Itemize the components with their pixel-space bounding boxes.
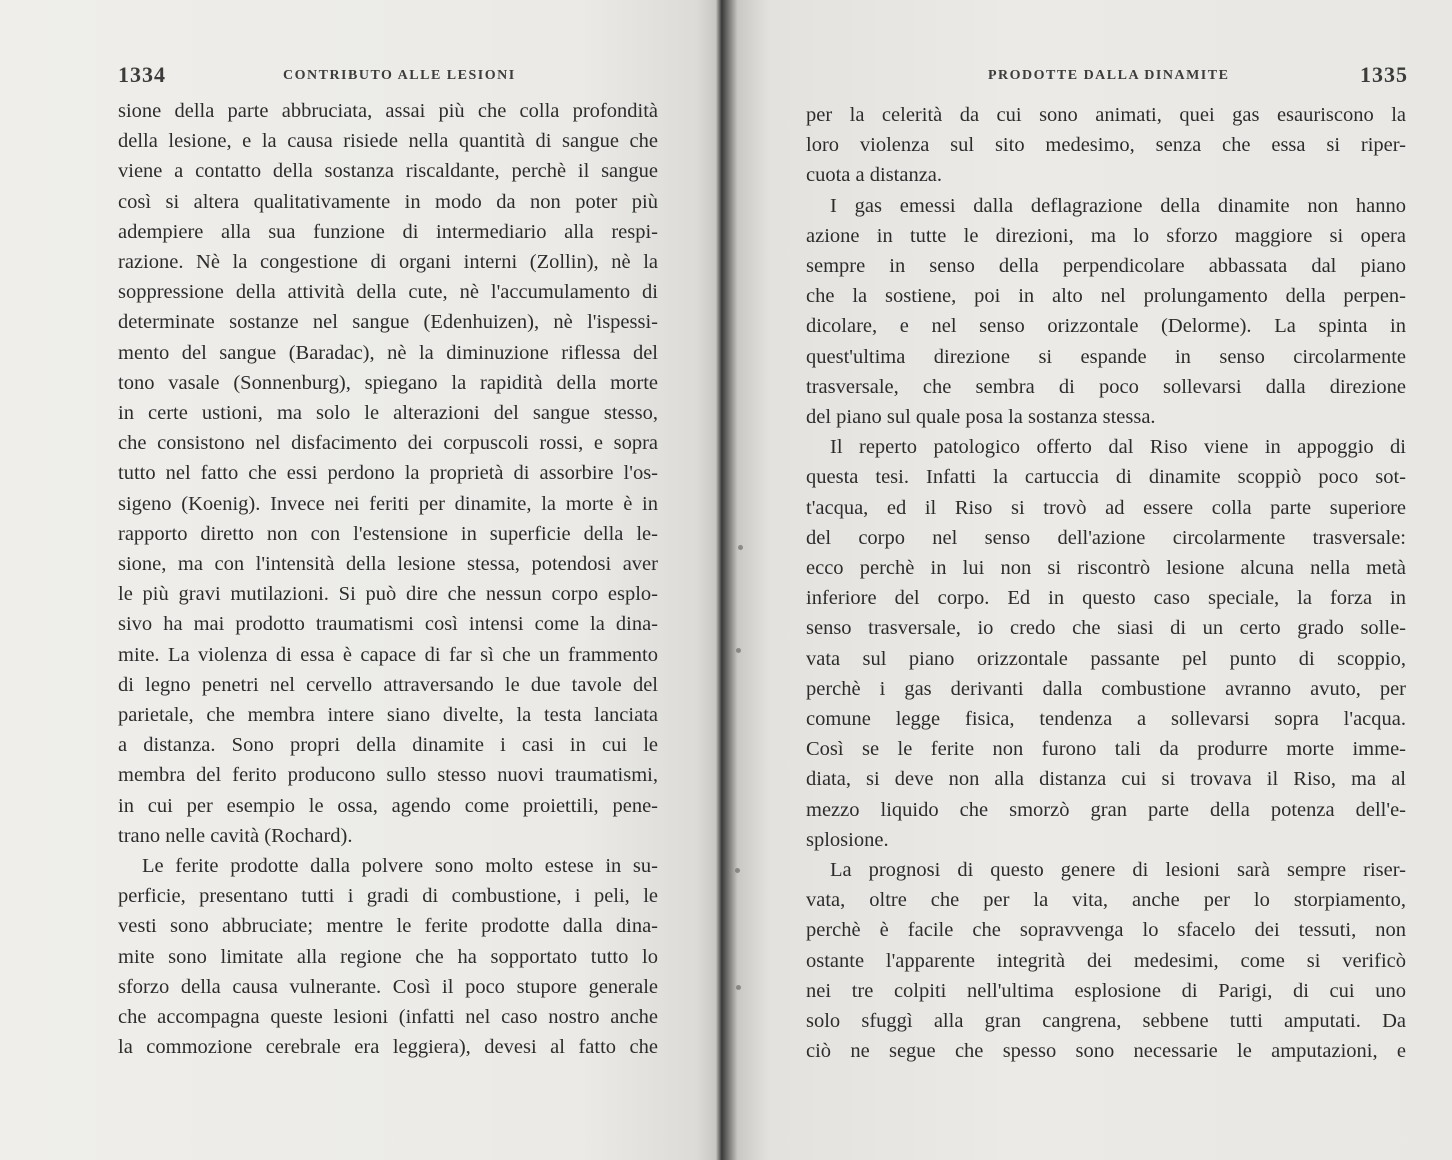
text-line: ecco perchè in lui non si riscontrò lesione alcuna nella metà — [806, 557, 1406, 580]
text-line: ostante l'apparente integrità dei medesimi, come si verificò — [806, 949, 1406, 972]
text-line: membra del ferito producono sullo stesso nuovi traumatismi, — [118, 764, 658, 787]
text-line: della lesione, e la causa risiede nella quantità di sangue che — [118, 130, 658, 153]
text-line: di legno penetri nel cervello attraversando le due tavole del — [118, 673, 658, 696]
text-line: senso trasversale, io credo che siasi di un certo grado solle- — [806, 617, 1406, 640]
text-line: tutto nel fatto che essi perdono la proprietà di assorbire l'os- — [118, 462, 658, 485]
print-speck — [736, 648, 741, 653]
text-line: quest'ultima direzione si espande in senso circolarmente — [806, 345, 1406, 368]
text-line: Così se le ferite non furono tali da produrre morte imme- — [806, 738, 1406, 761]
text-line: razione. Nè la congestione di organi interni (Zollin), nè la — [118, 251, 658, 274]
text-line: t'acqua, ed il Riso si trovò ad essere colla parte superiore — [806, 496, 1406, 519]
text-line: dicolare, e nel senso orizzontale (Delorme). La spinta in — [806, 315, 1406, 338]
text-line: del piano sul quale posa la sostanza stessa. — [806, 406, 1156, 429]
text-line: loro violenza sul sito medesimo, senza che essa si riper- — [806, 134, 1406, 157]
text-line: splosione. — [806, 828, 889, 851]
left-page-number: 1334 — [118, 62, 166, 87]
text-line: sione, ma con l'intensità della lesione stessa, potendosi aver — [118, 553, 658, 576]
text-line: vata sul piano orizzontale passante pel punto di scoppio, — [806, 647, 1406, 670]
text-line: sforzo della causa vulnerante. Così il poco stupore generale — [118, 975, 658, 998]
text-line: tono vasale (Sonnenburg), spiegano la rapidità della morte — [118, 371, 658, 394]
text-line: soppressione della attività della cute, nè l'accumulamento di — [118, 281, 658, 304]
text-line: solo sfuggì alla gran cangrena, sebbene tutti amputati. Da — [806, 1010, 1406, 1033]
text-line: così si altera qualitativamente in modo da non poter più — [118, 190, 658, 213]
text-line: le più gravi mutilazioni. Si può dire che nessun corpo esplo- — [118, 583, 658, 606]
text-line: trano nelle cavità (Rochard). — [118, 824, 353, 847]
print-speck — [735, 868, 740, 873]
text-line: mite. La violenza di essa è capace di far sì che un frammento — [118, 643, 658, 666]
text-line: sivo ha mai prodotto traumatismi così intensi come la dina- — [118, 613, 658, 636]
text-line: perficie, presentano tutti i gradi di combustione, i peli, le — [118, 885, 658, 908]
text-line: rapporto diretto non con l'estensione in superficie della le- — [118, 522, 658, 545]
right-page — [732, 0, 1452, 1160]
text-line: I gas emessi dalla deflagrazione della dinamite non hanno — [830, 194, 1406, 217]
text-line: per la celerità da cui sono animati, quei gas esauriscono la — [806, 104, 1406, 126]
text-line: adempiere alla sua funzione di intermediario alla respi- — [118, 220, 658, 243]
text-line: determinate sostanze nel sangue (Edenhuizen), nè l'ispessi- — [118, 311, 658, 334]
text-line: questa tesi. Infatti la cartuccia di dinamite scoppiò poco sot- — [806, 466, 1406, 489]
left-body-text — [118, 96, 658, 1063]
left-page — [0, 0, 720, 1160]
right-body-text — [806, 100, 1406, 1067]
text-line: vata, oltre che per la vita, anche per lo storpiamento, — [806, 889, 1406, 912]
text-line: diata, si deve non alla distanza cui si trovava il Riso, ma al — [806, 768, 1406, 791]
left-running-header — [118, 62, 658, 92]
text-line: che la sostiene, poi in alto nel prolungamento della perpen- — [806, 285, 1406, 308]
text-line: sione della parte abbruciata, assai più che colla profondità — [118, 100, 658, 122]
text-line: mite sono limitate alla regione che ha sopportato tutto lo — [118, 945, 658, 968]
text-line: in cui per esempio le ossa, agendo come proiettili, pene- — [118, 794, 658, 817]
text-line: mento del sangue (Baradac), nè la diminuzione riflessa del — [118, 341, 658, 364]
text-line: vesti sono abbruciate; mentre le ferite prodotte dalla dina- — [118, 915, 658, 938]
text-line: perchè i gas derivanti dalla combustione avranno avuto, per — [806, 677, 1406, 700]
text-line: che accompagna queste lesioni (infatti nel caso nostro anche — [118, 1006, 658, 1029]
text-line: del corpo nel senso dell'azione circolarmente trasversale: — [806, 526, 1406, 549]
text-line: sempre in senso della perpendicolare abbassata dal piano — [806, 255, 1406, 278]
text-line: La prognosi di questo genere di lesioni sarà sempre riser- — [830, 859, 1406, 882]
text-line: Il reperto patologico offerto dal Riso viene in appoggio di — [830, 436, 1406, 459]
right-running-header — [808, 62, 1408, 92]
text-line: parietale, che membra intere siano divelte, la testa lanciata — [118, 704, 658, 727]
text-line: nei tre colpiti nell'ultima esplosione di Parigi, di cui uno — [806, 979, 1406, 1002]
text-line: in certe ustioni, ma solo le alterazioni del sangue stesso, — [118, 402, 658, 425]
text-line: ciò ne segue che spesso sono necessarie le amputazioni, e — [806, 1040, 1406, 1063]
right-running-title: PRODOTTE DALLA DINAMITE — [988, 68, 1230, 83]
text-line: comune legge fisica, tendenza a sollevarsi sopra l'acqua. — [806, 708, 1406, 731]
text-line: mezzo liquido che smorzò gran parte della potenza dell'e- — [806, 798, 1406, 821]
text-line: la commozione cerebrale era leggiera), devesi al fatto che — [118, 1036, 658, 1059]
right-page-number: 1335 — [1360, 62, 1408, 87]
text-line: viene a contatto della sostanza riscaldante, perchè il sangue — [118, 160, 658, 183]
text-line: inferiore del corpo. Ed in questo caso speciale, la forza in — [806, 587, 1406, 610]
text-line: che consistono nel disfacimento dei corpuscoli rossi, e sopra — [118, 432, 658, 455]
text-line: cuota a distanza. — [806, 164, 943, 187]
text-line: trasversale, che sembra di poco sollevarsi dalla direzione — [806, 375, 1406, 398]
text-line: azione in tutte le direzioni, ma lo sforzo maggiore si opera — [806, 224, 1406, 247]
text-line: perchè è facile che sopravvenga lo sfacelo dei tessuti, non — [806, 919, 1406, 942]
text-line: Le ferite prodotte dalla polvere sono molto estese in su- — [142, 855, 658, 878]
print-speck — [738, 545, 743, 550]
left-running-title: CONTRIBUTO ALLE LESIONI — [283, 68, 516, 83]
text-line: sigeno (Koenig). Invece nei feriti per dinamite, la morte è in — [118, 492, 658, 515]
text-line: a distanza. Sono propri della dinamite i casi in cui le — [118, 734, 658, 757]
print-speck — [736, 985, 741, 990]
